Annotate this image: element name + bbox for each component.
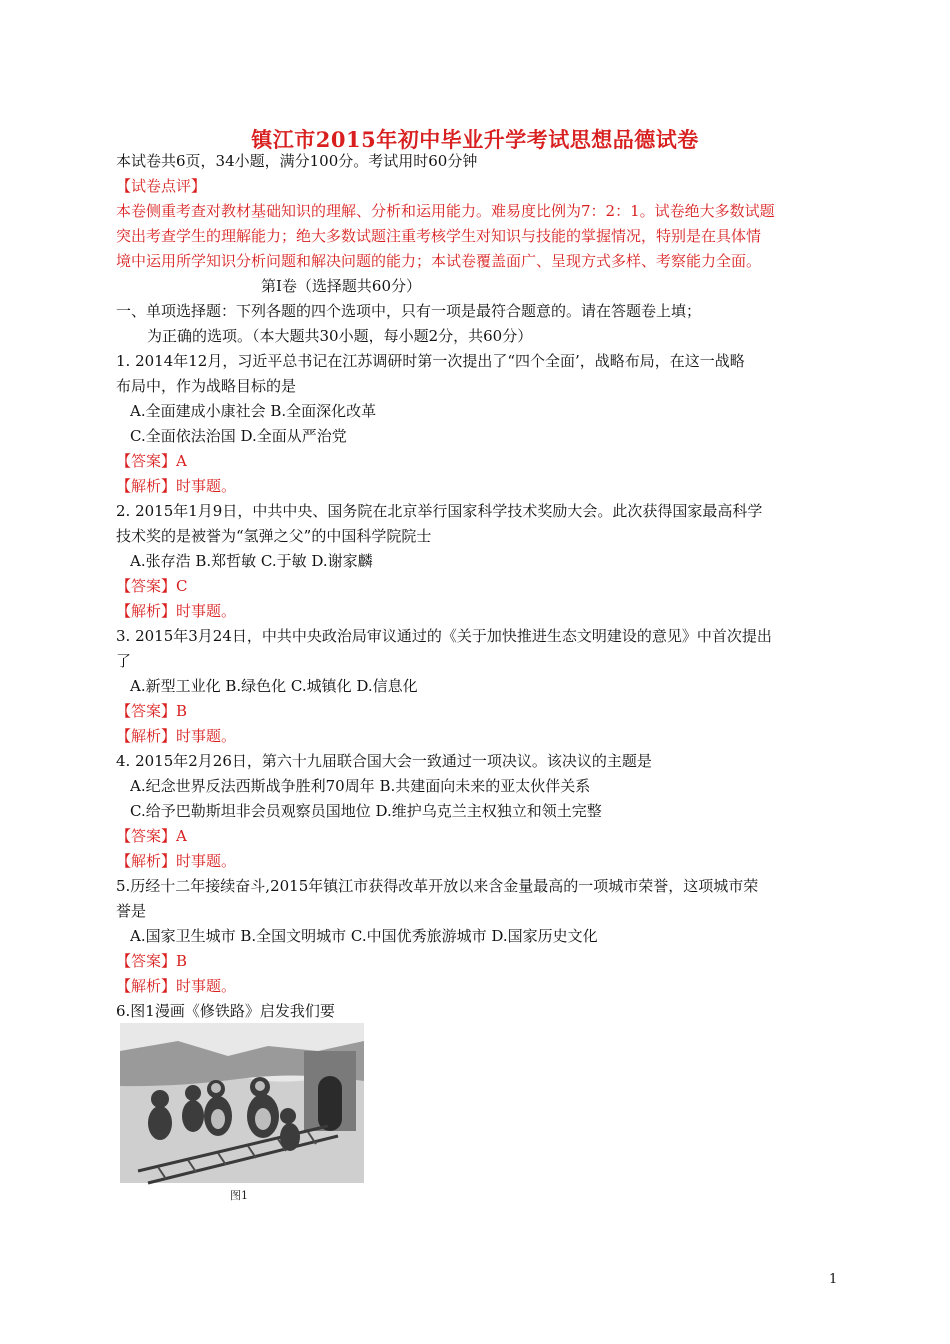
q5-answer: 【答案】B	[116, 952, 188, 970]
q2-options-line-1: A.张存浩 B.郑哲敏 C.于敏 D.谢家麟	[130, 552, 373, 570]
review-line-1: 本卷侧重考查对教材基础知识的理解、分析和运用能力。难易度比例为7：2：1。试卷绝大多数试题	[116, 202, 775, 220]
q4-stem-line-1: 4. 2015年2月26日，第六十九届联合国大会一致通过一项决议。该决议的主题是	[116, 752, 652, 770]
part-title: 第Ⅰ卷（选择题共60分）	[261, 277, 422, 295]
q5-analysis: 【解析】时事题。	[116, 977, 237, 995]
q1-answer: 【答案】A	[116, 452, 187, 470]
q1-stem-line-2: 布局中，作为战略目标的是	[116, 377, 297, 395]
q3-stem-line-2: 了	[116, 652, 132, 670]
q4-analysis: 【解析】时事题。	[116, 852, 237, 870]
q4-answer: 【答案】A	[116, 827, 187, 845]
exam-intro: 本试卷共6页，34小题，满分100分。考试用时60分钟	[116, 152, 478, 170]
q3-stem-line-1: 3. 2015年3月24日，中共中央政治局审议通过的《关于加快推进生态文明建设的意见》中首次提出	[116, 627, 772, 645]
review-label: 【试卷点评】	[116, 177, 207, 195]
q5-stem-line-2: 誉是	[116, 902, 147, 920]
review-line-3: 境中运用所学知识分析问题和解决问题的能力；本试卷覆盖面广、呈现方式多样、考察能力全面。	[116, 252, 762, 270]
q2-answer: 【答案】C	[116, 577, 188, 595]
page-title: 镇江市2015年初中毕业升学考试思想品德试卷	[251, 127, 699, 152]
page-number: 1	[829, 1272, 838, 1287]
q3-analysis: 【解析】时事题。	[116, 727, 237, 745]
q3-options-line-1: A.新型工业化 B.绿色化 C.城镇化 D.信息化	[130, 677, 418, 695]
section-instruction-1: 一、单项选择题：下列各题的四个选项中，只有一项是最符合题意的。请在答题卷上填；	[116, 302, 702, 320]
q6-stem-line-1: 6.图1漫画《修铁路》启发我们要	[116, 1002, 335, 1020]
q1-stem-line-1: 1. 2014年12月，习近平总书记在江苏调研时第一次提出了“四个全面’，战略布局，在这一战略	[116, 352, 745, 370]
q4-options-line-2: C.给予巴勒斯坦非会员观察员国地位 D.维护乌克兰主权独立和领土完整	[130, 802, 602, 820]
q1-analysis: 【解析】时事题。	[116, 477, 237, 495]
q4-options-line-1: A.纪念世界反法西斯战争胜利70周年 B.共建面向未来的亚太伙伴关系	[130, 777, 591, 795]
q2-stem-line-1: 2. 2015年1月9日，中共中央、国务院在北京举行国家科学技术奖励大会。此次获得国家最高科学	[116, 502, 763, 520]
q2-analysis: 【解析】时事题。	[116, 602, 237, 620]
q1-options-line-2: C.全面依法治国 D.全面从严治党	[130, 427, 347, 445]
q2-stem-line-2: 技术奖的是被誉为“氢弹之父”的中国科学院院士	[116, 527, 432, 545]
q5-stem-line-1: 5.历经十二年接续奋斗,2015年镇江市获得改革开放以来含金量最高的一项城市荣誉，这项城市荣	[116, 877, 759, 895]
figure-caption: 图1	[230, 1189, 248, 1202]
cartoon-figure-image	[118, 1021, 366, 1205]
q1-options-line-1: A.全面建成小康社会 B.全面深化改革	[130, 402, 377, 420]
q3-answer: 【答案】B	[116, 702, 188, 720]
q5-options-line-1: A.国家卫生城市 B.全国文明城市 C.中国优秀旅游城市 D.国家历史文化	[130, 927, 598, 945]
review-line-2: 突出考查学生的理解能力；绝大多数试题注重考核学生对知识与技能的掌握情况，特别是在具体情	[116, 227, 762, 245]
section-instruction-2: 为正确的选项。（本大题共30小题，每小题2分，共60分）	[147, 327, 533, 345]
